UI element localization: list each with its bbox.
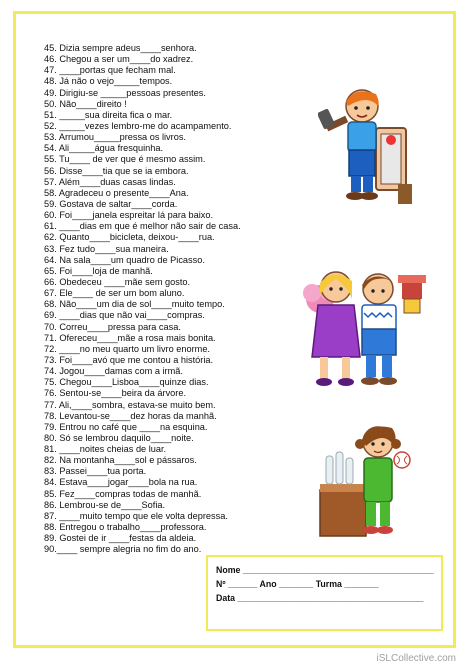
exercise-item: 89. Gostei de ir ____festas da aldeia.: [44, 533, 197, 544]
exercise-list: [44, 43, 241, 555]
exercise-item: 47. ____portas que fecham mal.: [44, 65, 176, 76]
exercise-item: 55. Tu____ de ver que é mesmo assim.: [44, 154, 206, 165]
exercise-item: 48. Já não o vejo_____tempos.: [44, 76, 173, 87]
exercise-item: 62. Quanto____bicicleta, deixou-____rua.: [44, 232, 215, 243]
exercise-item: 68. Não____um dia de sol____muito tempo.: [44, 299, 225, 310]
exercise-item: 74. Jogou____damas com a irmã.: [44, 366, 183, 377]
exercise-item: 56. Disse____tia que se ia embora.: [44, 165, 189, 176]
exercise-item: 78. Levantou-se____dez horas da manhã.: [44, 410, 217, 421]
exercise-item: 70. Correu____pressa para casa.: [44, 321, 181, 332]
exercise-item: 75. Chegou____Lisboa____quinze dias.: [44, 377, 209, 388]
exercise-item: 81. ____noites cheias de luar.: [44, 444, 167, 455]
exercise-item: 45. Dizia sempre adeus____senhora.: [44, 43, 197, 53]
exercise-item: 54. Ali_____água fresquinha.: [44, 143, 164, 154]
number-year-class-field[interactable]: Nº ______ Ano _______ Turma _______: [216, 579, 379, 589]
exercise-item: 52. _____vezes lembro-me do acampamento.: [44, 120, 232, 131]
exercise-item: 71. Ofereceu____mãe a rosa mais bonita.: [44, 332, 216, 343]
exercise-item: 61. ____dias em que é melhor não sair de casa.: [44, 221, 241, 232]
watermark: iSLCollective.com: [376, 653, 456, 664]
girl-with-ball-illustration: [318, 420, 420, 538]
exercise-item: 57. Além____duas casas lindas.: [44, 176, 176, 187]
exercise-item: 87. ____muito tempo que ele volta depressa.: [44, 510, 228, 521]
exercise-item: 58. Agradeceu o presente____Ana.: [44, 187, 189, 198]
exercise-item: 53. Arrumou_____pressa os livros.: [44, 132, 186, 143]
exercise-item: 59. Gostava de saltar____corda.: [44, 198, 178, 209]
exercise-item: 80. Só se lembrou daquilo____noite.: [44, 432, 194, 443]
exercise-item: 73. Foi____avó que me contou a história.: [44, 354, 214, 365]
exercise-item: 72. ____no meu quarto um livro enorme.: [44, 343, 210, 354]
student-info-box: [206, 555, 443, 631]
name-field[interactable]: Nome _______________________________________: [216, 565, 434, 575]
kids-with-ice-cream-illustration: [290, 265, 428, 391]
exercise-item: 76. Sentou-se____beira da árvore.: [44, 388, 186, 399]
exercise-item: 50. Não____direito !: [44, 98, 127, 109]
exercise-item: 84. Estava____jogar____bola na rua.: [44, 477, 198, 488]
exercise-item: 63. Fez tudo____sua maneira.: [44, 243, 169, 254]
exercise-item: 86. Lembrou-se de____Sofia.: [44, 499, 166, 510]
exercise-item: 64. Na sala____um quadro de Picasso.: [44, 254, 205, 265]
exercise-item: 85. Fez____compras todas de manhã.: [44, 488, 202, 499]
exercise-item: 77. Ali,____sombra, estava-se muito bem.: [44, 399, 216, 410]
exercise-item: 67. Ele____ de ser um bom aluno.: [44, 288, 185, 299]
exercise-item: 51. _____sua direita fica o mar.: [44, 109, 173, 120]
date-field[interactable]: Data ______________________________________: [216, 593, 424, 603]
exercise-item: 65. Foi____loja de manhã.: [44, 265, 153, 276]
exercise-item: 79. Entrou no café que ____na esquina.: [44, 421, 208, 432]
boy-with-hammer-illustration: [318, 84, 420, 210]
exercise-item: 83. Passei____tua porta.: [44, 466, 147, 477]
exercise-item: 90.____ sempre alegria no fim do ano.: [44, 544, 202, 555]
exercise-item: 60. Foi____janela espreitar lá para baixo.: [44, 210, 214, 221]
exercise-item: 88. Entregou o trabalho____professora.: [44, 522, 207, 533]
exercise-item: 66. Obedeceu ____mãe sem gosto.: [44, 276, 191, 287]
exercise-item: 82. Na montanha____sol e pássaros.: [44, 455, 197, 466]
exercise-item: 49. Dirigiu-se _____pessoas presentes.: [44, 87, 206, 98]
exercise-item: 46. Chegou a ser um____do xadrez.: [44, 54, 194, 65]
exercise-item: 69. ____dias que não vai____compras.: [44, 310, 205, 321]
